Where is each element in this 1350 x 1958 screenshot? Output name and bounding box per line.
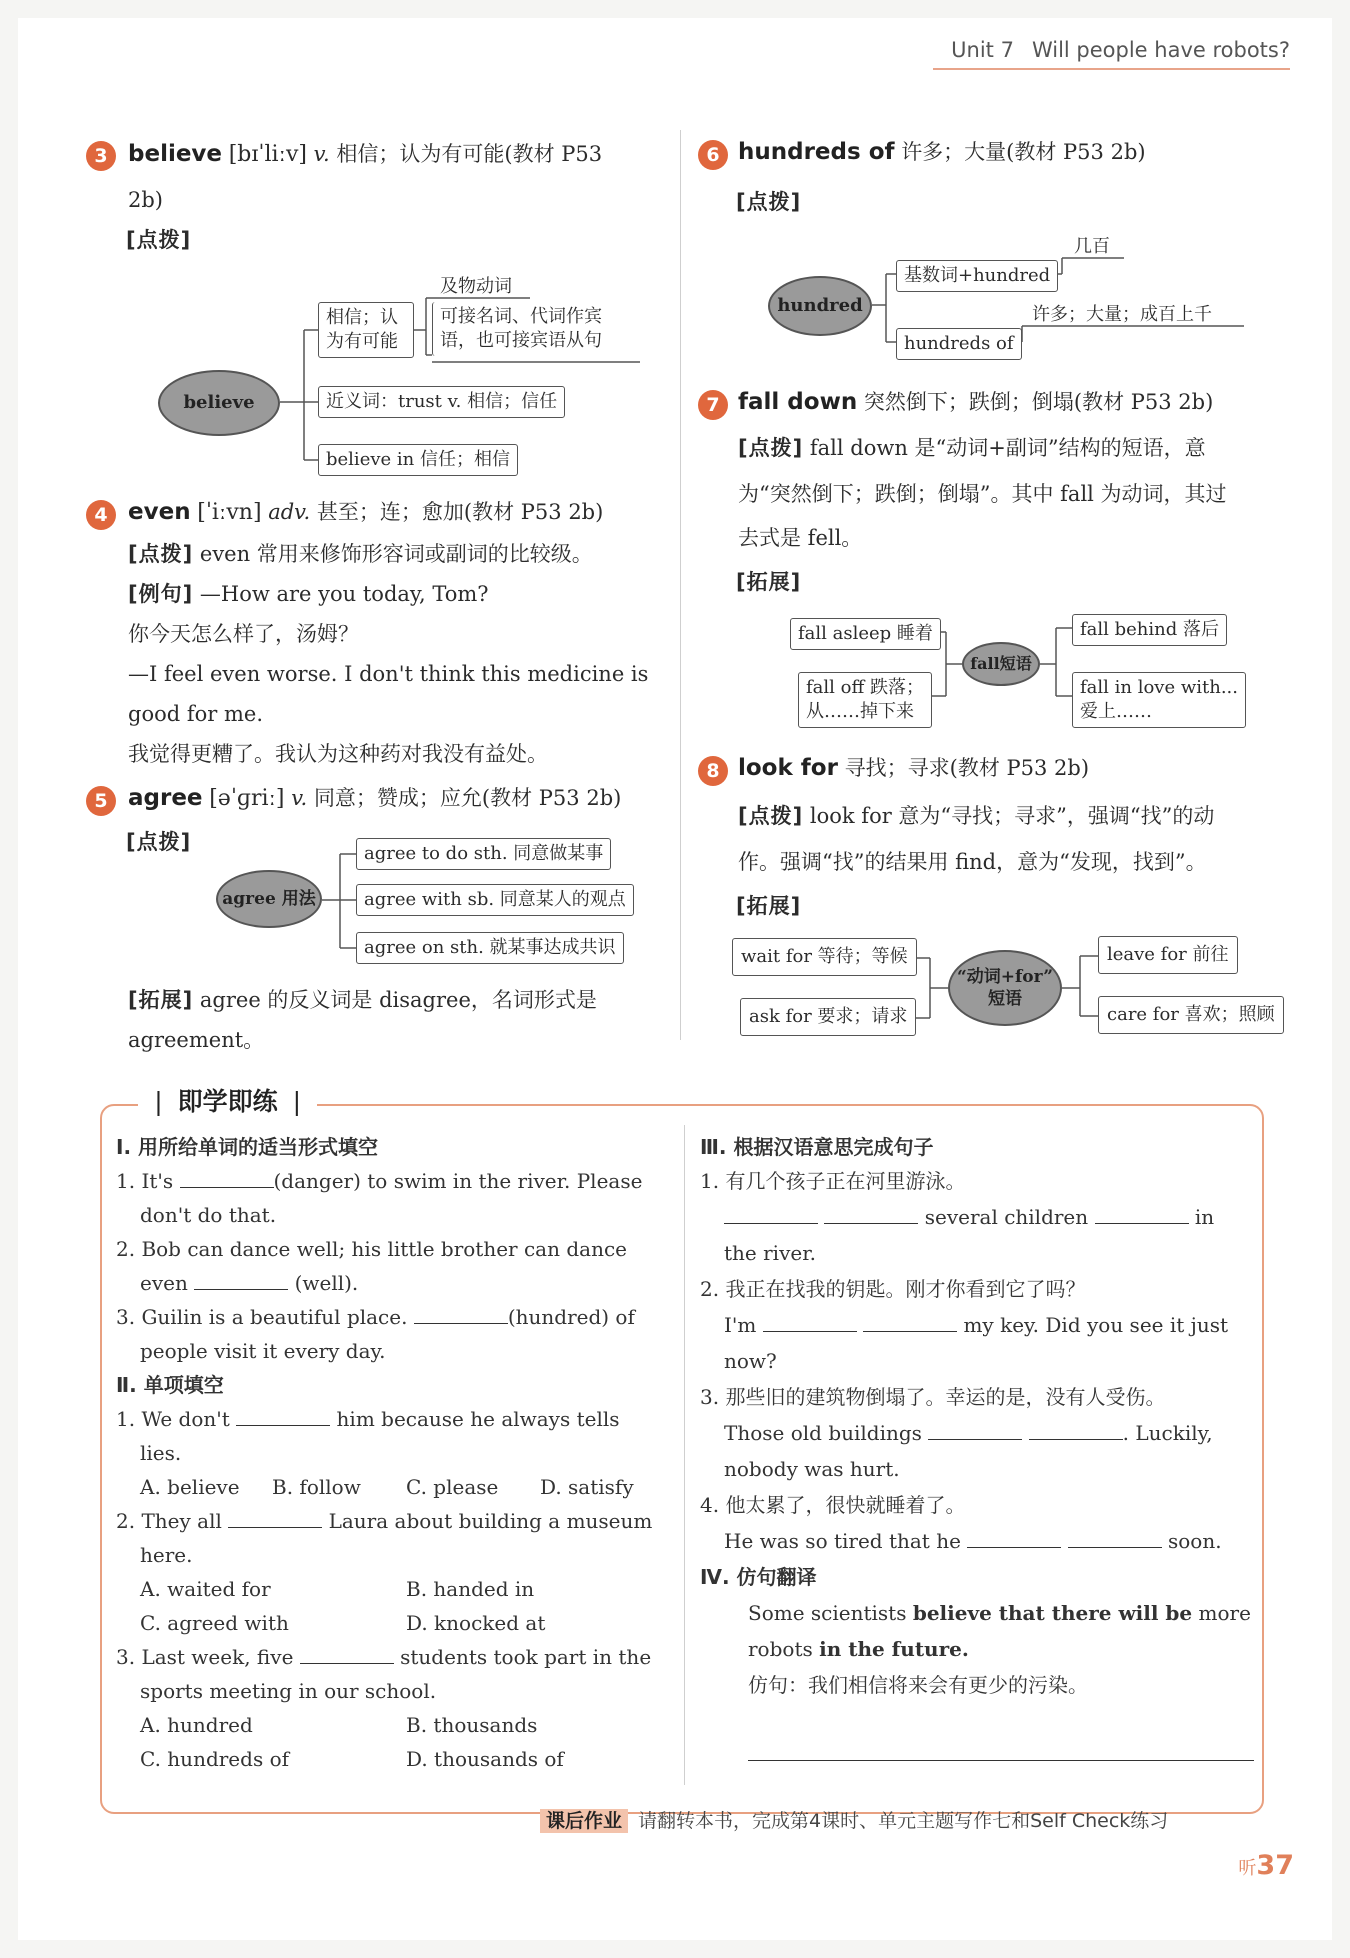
- item-3-tip-tag: [点拨]: [126, 228, 192, 252]
- homework-note: [540, 1806, 1168, 1833]
- s1-q3-line1: [116, 1300, 635, 1334]
- s2-q2-a: 2. They all: [116, 1509, 222, 1533]
- item-number-4: 4: [86, 500, 116, 530]
- s3-q3-blank-2[interactable]: [1029, 1418, 1123, 1440]
- s3-q1-blank-1[interactable]: [724, 1202, 818, 1224]
- s1-q2-c: (well).: [294, 1271, 359, 1295]
- item-4-tip-text: even 常用来修饰形容词或副词的比较级。: [199, 542, 593, 566]
- believe-note-transitive: 及物动词: [440, 276, 512, 297]
- s3-q2-blank-2[interactable]: [863, 1310, 957, 1332]
- s2-q1-blank[interactable]: [236, 1404, 330, 1426]
- section-1-heading: Ⅰ. 用所给单词的适当形式填空: [116, 1135, 379, 1159]
- item-5-pos: v.: [291, 786, 308, 810]
- s3-q4-prompt: 4. 他太累了，很快就睡着了。: [700, 1493, 966, 1517]
- s3-q3-b: Those old buildings: [724, 1421, 922, 1445]
- lookfor-branch-care: care for 喜欢；照顾: [1098, 996, 1284, 1034]
- s3-q2-c: my key. Did you see it just: [963, 1313, 1229, 1337]
- item-4-example-3: —I feel even worse. I don't think this medicine is: [128, 662, 649, 686]
- item-number-3: 3: [86, 141, 116, 171]
- s2-q1-option-a[interactable]: A. believe: [140, 1475, 240, 1499]
- item-8-tip-text-2: 作。强调“找”的结果用 find，意为“发现，找到”。: [738, 850, 1207, 874]
- item-3-phonetic: [bɪˈliːv]: [228, 142, 307, 167]
- s3-q2-prompt: 2. 我正在找我的钥匙。刚才你看到它了吗？: [700, 1277, 1086, 1301]
- item-4-word: even: [128, 499, 191, 525]
- s1-q2-line1: 2. Bob can dance well; his little brother can dance: [116, 1237, 627, 1261]
- s1-q3-b: (hundred) of: [507, 1305, 635, 1329]
- item-5-extension-text: agree 的反义词是 disagree，名词形式是: [199, 988, 597, 1012]
- s4-model-c: more: [1198, 1601, 1251, 1625]
- s3-q1-line2: the river.: [724, 1241, 816, 1265]
- lookfor-center-l2: 短语: [988, 989, 1022, 1009]
- s3-q4-b: He was so tired that he: [724, 1529, 961, 1553]
- s2-q3-option-a[interactable]: A. hundred: [140, 1713, 253, 1737]
- believe-branch-meaning-l1: 相信；认: [326, 307, 398, 328]
- item-8-word: look for: [738, 755, 838, 781]
- item-8-definition: 寻找；寻求(教材 P53 2b): [844, 756, 1090, 780]
- item-5-extension-tag: [拓展]: [128, 988, 194, 1012]
- s4-model-d: robots: [748, 1637, 813, 1661]
- s3-q1-line: [724, 1200, 1214, 1234]
- s3-q1-blank-2[interactable]: [824, 1202, 918, 1224]
- believe-branch-believe-in: believe in 信任；相信: [318, 444, 518, 476]
- item-3-pos: v.: [313, 142, 330, 166]
- s3-q1-prompt: 1. 有几个孩子正在河里游泳。: [700, 1169, 966, 1193]
- page-number: [1238, 1850, 1294, 1881]
- item-4-definition: 甚至；连；愈加(教材 P53 2b): [316, 500, 604, 524]
- s4-model-line1: [748, 1596, 1251, 1630]
- s2-q2-line2: here.: [140, 1543, 193, 1567]
- s2-q1-line1: [116, 1402, 620, 1436]
- item-number-7: 7: [698, 390, 728, 420]
- fall-in-love-l2: 爱上……: [1080, 701, 1152, 722]
- item-5-extension-cont: agreement。: [128, 1028, 265, 1052]
- s3-q3-c: . Luckily,: [1122, 1421, 1213, 1445]
- s2-q1-option-c[interactable]: C. please: [406, 1475, 499, 1499]
- item-7-tip-text-3: 去式是 fell。: [738, 526, 863, 550]
- believe-detail-l1: 可接名词、代词作宾: [440, 306, 602, 327]
- item-number-8: 8: [698, 756, 728, 786]
- s1-q3-blank[interactable]: [414, 1302, 508, 1324]
- s2-q3-line2: sports meeting in our school.: [140, 1679, 437, 1703]
- s2-q3-a: 3. Last week, five: [116, 1645, 294, 1669]
- hundred-branch-cardinal: 基数词+hundred: [896, 260, 1058, 292]
- page-number-value: 37: [1256, 1850, 1294, 1881]
- believe-branch-meaning-l2: 为有可能: [326, 331, 398, 352]
- item-5-definition: 同意；赞成；应允(教材 P53 2b): [313, 786, 622, 810]
- item-3-definition-cont: 2b): [128, 188, 163, 212]
- s4-model-e: in the future.: [819, 1637, 969, 1661]
- homework-text: 请翻转本书，完成第4课时、单元主题写作七和Self Check练习: [638, 1810, 1169, 1832]
- s1-q3-a: 3. Guilin is a beautiful place.: [116, 1305, 408, 1329]
- section-3-heading: Ⅲ. 根据汉语意思完成句子: [700, 1135, 934, 1159]
- item-7-word: fall down: [738, 389, 858, 415]
- item-number-6: 6: [698, 140, 728, 170]
- s2-q3-b: students took part in the: [400, 1645, 652, 1669]
- agree-branch-to-do: agree to do sth. 同意做某事: [356, 838, 611, 870]
- s4-imitate-prompt: 仿句：我们相信将来会有更少的污染。: [748, 1673, 1088, 1697]
- s3-q1-b: several children: [924, 1205, 1089, 1229]
- hundred-branch-hundreds-of: hundreds of: [896, 328, 1022, 360]
- section-2-heading: Ⅱ. 单项填空: [116, 1373, 224, 1397]
- item-7-tip-text-1: fall down 是“动词+副词”结构的短语，意: [809, 436, 1206, 460]
- s1-q3-line2: people visit it every day.: [140, 1339, 386, 1363]
- s3-q3-line: [724, 1416, 1213, 1450]
- item-3-definition: 相信；认为有可能(教材 P53: [336, 142, 603, 166]
- s1-q2-blank[interactable]: [194, 1268, 288, 1290]
- hundred-note-several: 几百: [1074, 236, 1110, 257]
- s3-q2-b: I'm: [724, 1313, 757, 1337]
- s2-q3-option-b[interactable]: B. thousands: [406, 1713, 538, 1737]
- item-5-phonetic: [əˈɡriː]: [209, 786, 285, 811]
- item-8-tip-text-1: look for 意为“寻找；寻求”，强调“找”的动: [809, 804, 1215, 828]
- lookfor-center-l1: “动词+for”: [956, 967, 1054, 987]
- item-3-word: believe: [128, 141, 223, 167]
- item-7-tip-tag: [点拨]: [738, 436, 804, 460]
- item-4-example-5: 我觉得更糟了。我认为这种药对我没有益处。: [128, 742, 548, 766]
- item-4-pos: adv.: [268, 500, 311, 524]
- s3-q2-line: [724, 1308, 1228, 1342]
- s4-model-a: Some scientists: [748, 1601, 907, 1625]
- item-5-word: agree: [128, 785, 203, 811]
- s2-q1-b: him because he always tells: [336, 1407, 620, 1431]
- fall-off-l1: fall off 跌落；: [806, 677, 924, 698]
- s2-q3-blank[interactable]: [300, 1642, 394, 1664]
- s2-q2-option-b[interactable]: B. handed in: [406, 1577, 535, 1601]
- item-4-example-2: 你今天怎么样了，汤姆？: [128, 622, 359, 646]
- s3-q3-blank-1[interactable]: [928, 1418, 1022, 1440]
- page-number-prefix: 听: [1238, 1858, 1257, 1879]
- s3-q3-line2: nobody was hurt.: [724, 1457, 900, 1481]
- s4-model-line2: [748, 1632, 969, 1666]
- item-4-example-text-1: —How are you today, Tom?: [199, 582, 489, 606]
- s2-q2-option-c[interactable]: C. agreed with: [140, 1611, 289, 1635]
- item-6-tip-tag: [点拨]: [736, 190, 802, 214]
- s1-q1-line2: don't do that.: [140, 1203, 277, 1227]
- item-6-definition: 许多；大量(教材 P53 2b): [901, 140, 1146, 164]
- fall-branch-behind: fall behind 落后: [1072, 614, 1227, 646]
- s1-q1-b: (danger) to swim in the river. Please: [273, 1169, 643, 1193]
- s2-q3-line1: [116, 1640, 651, 1674]
- s3-q4-blank-1[interactable]: [967, 1526, 1061, 1548]
- unit-title: Will people have robots?: [1031, 38, 1290, 62]
- exercise-title: ❘ 即学即练 ❘: [138, 1082, 317, 1118]
- s1-q1-a: 1. It's: [116, 1169, 174, 1193]
- agree-map-center: agree 用法: [216, 870, 322, 928]
- item-7-extension-tag: [拓展]: [736, 570, 802, 594]
- item-7-definition: 突然倒下；跌倒；倒塌(教材 P53 2b): [863, 390, 1214, 414]
- s3-q2-blank-1[interactable]: [763, 1310, 857, 1332]
- s1-q1-blank[interactable]: [180, 1166, 274, 1188]
- lookfor-map-center: [948, 950, 1062, 1026]
- item-7-tip-text-2: 为“突然倒下；跌倒；倒塌”。其中 fall 为动词，其过: [738, 482, 1227, 506]
- believe-branch-synonym: 近义词：trust v. 相信；信任: [318, 386, 565, 418]
- s2-q2-line1: [116, 1504, 652, 1538]
- agree-branch-with: agree with sb. 同意某人的观点: [356, 884, 634, 916]
- s4-model-b: believe that there will be: [912, 1601, 1193, 1625]
- lookfor-branch-wait: wait for 等待；等候: [732, 938, 917, 976]
- s2-q3-option-c[interactable]: C. hundreds of: [140, 1747, 290, 1771]
- fall-off-l2: 从……掉下来: [806, 701, 914, 722]
- hundred-note-many: 许多；大量；成百上千: [1032, 304, 1212, 325]
- item-6-word: hundreds of: [738, 139, 895, 165]
- s3-q1-blank-3[interactable]: [1095, 1202, 1189, 1224]
- s3-q4-c: soon.: [1167, 1529, 1222, 1553]
- s2-q2-blank[interactable]: [228, 1506, 322, 1528]
- s4-answer-line[interactable]: [748, 1760, 1254, 1761]
- s3-q4-blank-2[interactable]: [1068, 1526, 1162, 1548]
- item-4-example-tag: [例句]: [128, 582, 194, 606]
- s3-q2-line2: now?: [724, 1349, 777, 1373]
- item-4-phonetic: [ˈiːvn]: [197, 500, 262, 525]
- s3-q3-prompt: 3. 那些旧的建筑物倒塌了。幸运的是，没有人受伤。: [700, 1385, 1166, 1409]
- agree-branch-on: agree on sth. 就某事达成共识: [356, 932, 624, 964]
- s2-q2-b: Laura about building a museum: [328, 1509, 653, 1533]
- item-5-tip-tag: [点拨]: [126, 830, 192, 854]
- s2-q1-option-d[interactable]: D. satisfy: [540, 1475, 634, 1499]
- s2-q2-option-a[interactable]: A. waited for: [140, 1577, 271, 1601]
- hundred-map-center: hundred: [768, 276, 872, 336]
- s1-q2-line2: [140, 1266, 358, 1300]
- s2-q1-a: 1. We don't: [116, 1407, 230, 1431]
- s1-q2-b: even: [140, 1271, 188, 1295]
- s2-q1-option-b[interactable]: B. follow: [272, 1475, 361, 1499]
- believe-map-center: believe: [158, 370, 280, 436]
- item-8-extension-tag: [拓展]: [736, 894, 802, 918]
- item-4-tip-tag: [点拨]: [128, 542, 194, 566]
- s3-q4-line: [724, 1524, 1222, 1558]
- exercise-title-text: 即学即练: [177, 1087, 278, 1116]
- unit-label: Unit 7: [951, 38, 1014, 62]
- believe-detail-l2: 语，也可接宾语从句: [440, 330, 602, 351]
- exercise-divider: [684, 1125, 685, 1785]
- item-4-example-4: good for me.: [128, 702, 263, 726]
- s2-q2-option-d[interactable]: D. knocked at: [406, 1611, 546, 1635]
- section-4-heading: Ⅳ. 仿句翻译: [700, 1565, 817, 1589]
- s3-q1-c: in: [1194, 1205, 1215, 1229]
- s1-q1-line1: [116, 1164, 642, 1198]
- item-number-5: 5: [86, 786, 116, 816]
- fall-branch-asleep: fall asleep 睡着: [790, 618, 941, 650]
- s2-q3-option-d[interactable]: D. thousands of: [406, 1747, 564, 1771]
- lookfor-branch-leave: leave for 前往: [1098, 936, 1238, 974]
- fall-map-center: fall短语: [962, 642, 1040, 686]
- s2-q1-line2: lies.: [140, 1441, 182, 1465]
- item-8-tip-tag: [点拨]: [738, 804, 804, 828]
- fall-in-love-l1: fall in love with...: [1080, 677, 1238, 698]
- homework-label: 课后作业: [540, 1809, 628, 1833]
- lookfor-branch-ask: ask for 要求；请求: [740, 998, 916, 1036]
